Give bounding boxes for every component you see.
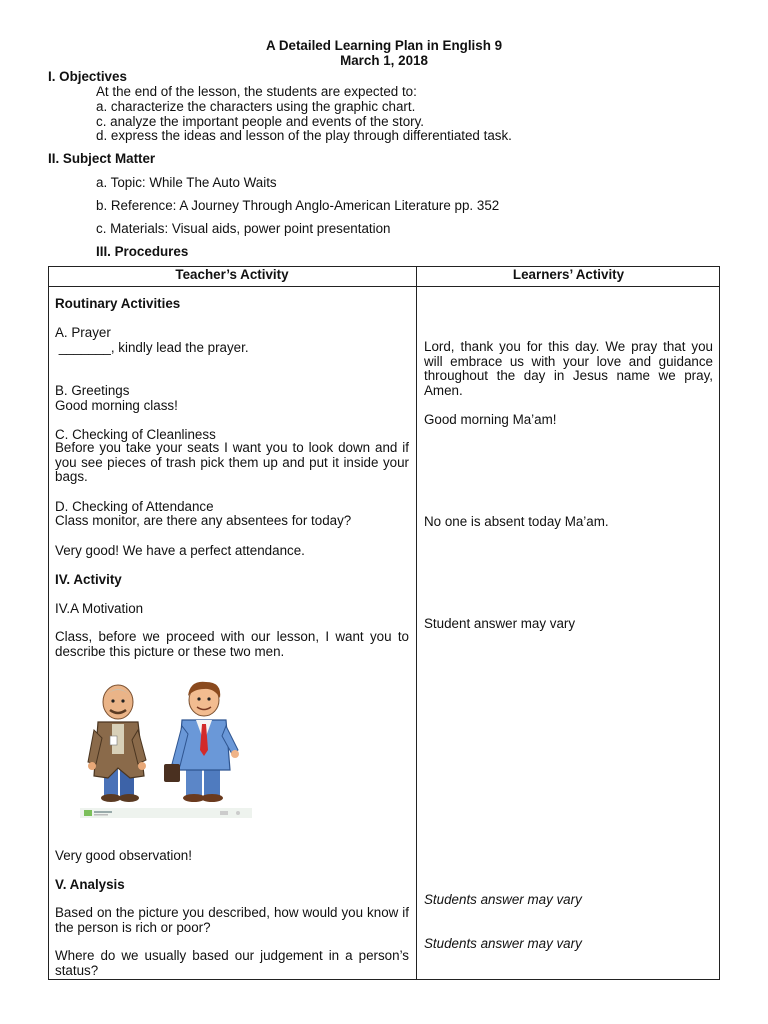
two-men-illustration [80,680,252,820]
motivation-label: IV.A Motivation [55,601,144,616]
subject-topic: a. Topic: While The Auto Waits [96,175,277,190]
poor-man-figure [88,685,146,802]
learner-answer-2: Students answer may vary [424,936,582,951]
attendance-good: Very good! We have a perfect attendance. [55,543,305,558]
analysis-question-2: Where do we usually based our judgement in a person’s status? [55,948,409,978]
objective-item: a. characterize the characters using the graphic chart. [96,99,416,114]
motivation-text: Class, before we proceed with our lesson, I want you to describe this picture or these two men. [55,629,409,659]
activity-heading: IV. Activity [55,572,122,587]
prayer-label: A. Prayer [55,325,111,340]
learner-prayer: Lord, thank you for this day. We pray that you will embrace us with your love and guidance throughout the day in Jesus name we pray, Amen. [424,339,713,398]
objective-item: c. analyze the important people and events of the story. [96,114,425,129]
subject-reference: b. Reference: A Journey Through Anglo-American Literature pp. 352 [96,198,500,213]
objectives-intro: At the end of the lesson, the students are expected to: [96,84,417,99]
objectives-heading: I. Objectives [48,69,127,84]
greetings-label: B. Greetings [55,383,130,398]
subject-materials: c. Materials: Visual aids, power point presentation [96,221,391,236]
rich-man-figure [164,682,239,802]
procedures-heading: III. Procedures [96,244,189,259]
greetings-text: Good morning class! [55,398,178,413]
table-column-divider [416,266,417,980]
table-header-divider [48,286,720,287]
analysis-heading: V. Analysis [55,877,125,892]
routinary-heading: Routinary Activities [55,296,181,311]
learner-greeting: Good morning Ma’am! [424,412,557,427]
learner-answer-1: Students answer may vary [424,892,582,907]
cleanliness-label: C. Checking of Cleanliness [55,427,216,442]
learner-motivation: Student answer may vary [424,616,576,631]
document-title: A Detailed Learning Plan in English 9 [265,38,503,53]
analysis-question-1: Based on the picture you described, how would you know if the person is rich or poor? [55,905,409,935]
attendance-label: D. Checking of Attendance [55,499,214,514]
teacher-column-header: Teacher’s Activity [175,267,289,282]
cleanliness-text: Before you take your seats I want you to look down and if you see pieces of trash pick them up and put it inside your bags. [55,440,409,485]
document-date: March 1, 2018 [340,53,428,68]
objective-item: d. express the ideas and lesson of the play through differentiated task. [96,128,512,143]
learner-attendance: No one is absent today Ma’am. [424,514,609,529]
subject-matter-heading: II. Subject Matter [48,151,156,166]
prayer-text: _______, kindly lead the prayer. [55,340,249,355]
learners-column-header: Learners’ Activity [512,267,625,282]
observation-text: Very good observation! [55,848,192,863]
attendance-text: Class monitor, are there any absentees for today? [55,513,352,528]
